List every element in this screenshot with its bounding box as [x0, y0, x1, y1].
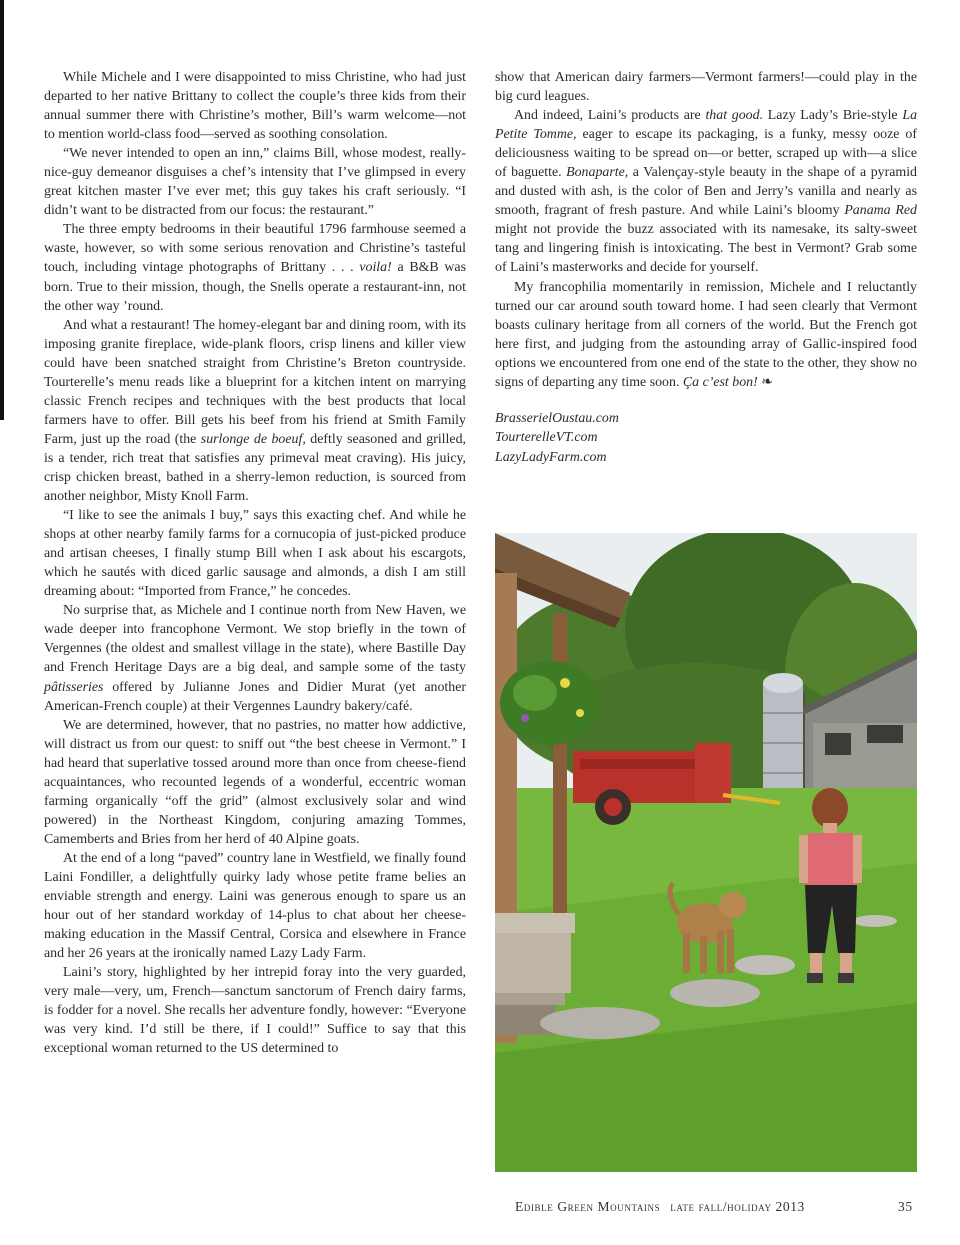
link-lazylady[interactable]: LazyLadyFarm.com — [495, 449, 607, 465]
article-paragraph — [495, 68, 917, 106]
article-column-right — [495, 68, 917, 467]
text-run: show that American dairy farmers—Vermont farmers!—could play in the big curd leagues. — [495, 70, 917, 105]
text-run: Laini’s story, highlighted by her intrepid foray into the very guarded, very male—very, um, French—sanctum sanctorum of French dairy farms, is fodder for a novel. She recalls her adventure fondly, however: “Everyone was very kind. I’d still be there, if I could!” Suffice to say that this exceptional woman returned to the US determined to — [44, 965, 466, 1057]
italic-text: pâtisseries — [44, 679, 104, 695]
text-run: And what a restaurant! The homey-elegant bar and dining room, with its imposing granite fireplace, wide-plank floors, crisp linens and killer view could have been snatched straight from Christine’s Breton countryside. Tourterelle’s menu reads like a blueprint for a kitchen intent on marrying classic French recipes and techniques with the best products that local farmers have to offer. Bill gets his beef from his friend at Smith Family Farm, just up the road (the — [44, 317, 466, 447]
text-run: My francophilia momentarily in remission, Michele and I reluctantly turned our car around south toward home. I had seen clearly that Vermont boasts culinary heritage from all corners of the world. But the French got here first, and judging from the astounding array of Gallic-inspired food options we encountered from one end of the state to the other, they show no signs of departing any time soon. — [495, 279, 917, 390]
article-paragraph — [44, 316, 466, 506]
text-run: ❧ — [757, 374, 773, 390]
article-paragraph — [495, 106, 917, 277]
text-run: a Valençay-style beauty in the shape of a pyramid and dusted with ash, is the color of Ben and Jerry’s vanilla and nearly as smooth, fragrant of fresh pasture. And while Laini’s bloomy — [495, 165, 917, 219]
text-run: a B&B was born. True to their mission, though, the Snells operate a restaurant-inn, not the other way ’round. — [44, 260, 466, 314]
italic-text: that good. — [705, 108, 764, 124]
link-tourterelle[interactable]: TourterelleVT.com — [495, 430, 598, 446]
text-run: And indeed, Laini’s products are — [514, 108, 706, 124]
text-run: The three empty bedrooms in their beautiful 1796 farmhouse seemed a waste, however, so with some serious renovation and Christine’s tasteful touch, including vintage photographs of Brittany . . . — [44, 222, 466, 276]
article-paragraph — [44, 144, 466, 220]
farm-photo — [495, 533, 917, 1172]
italic-text: voila! — [359, 260, 392, 276]
italic-text: Ça c’est bon! — [682, 374, 758, 390]
italic-text: surlonge de boeuf, — [200, 431, 306, 447]
text-run: We are determined, however, that no pastries, no matter how addictive, will distract us from our quest: to sniff out “the best cheese in Vermont.” I had heard that superlative tossed around more than once from cheese-fiend acquaintances, who recounted legends of a wonderful, eccentric woman farming organically “off the grid” (almost exclusively solar and wind powered) in the Northeast Kingdom, conjuring amazing Tommes, Camemberts and Bries from her herd of 40 Alpine goats. — [44, 717, 466, 847]
article-paragraph — [44, 68, 466, 144]
issue-label: late fall/holiday 2013 — [670, 1199, 805, 1214]
link-brasserie[interactable]: BrasserielOustau.com — [495, 410, 619, 426]
page-edge-mark — [0, 0, 4, 420]
article-paragraph — [44, 220, 466, 315]
article-paragraph — [44, 849, 466, 963]
magazine-name: Edible Green Mountains — [515, 1199, 661, 1214]
text-run: Lazy Lady’s Brie-style — [763, 108, 903, 124]
text-run: deftly seasoned and grilled, is a tender, rich treat that satisfies any primeval meat craving). His juicy, crisp chicken breast, bathed in a sherry-lemon reduction, is sourced from another neighbor, Misty Knoll Farm. — [44, 431, 466, 505]
article-paragraph — [44, 963, 466, 1058]
article-paragraph — [495, 278, 917, 392]
italic-text: Panama Red — [844, 203, 917, 219]
text-run: “I like to see the animals I buy,” says this exacting chef. And while he shops at other nearby family farms for a cornucopia of just-picked produce and artisan cheeses, I finally stump Bill when I ask about his escargots, which he sautés with diced garlic sausage and almonds, a dish I am still dreaming about: “Imported from France,” he concedes. — [44, 508, 466, 600]
page-footer — [515, 1199, 913, 1215]
text-run: “We never intended to open an inn,” claims Bill, whose modest, really-nice-guy demeanor disguises a chef’s intensity that I’ve glimpsed in every great kitchen master I’ve ever met; this guy takes his craft seriously. “I didn’t want to be distracted from our focus: the restaurant.” — [44, 146, 466, 219]
italic-text: La Petite Tomme, — [495, 108, 918, 143]
text-run: No surprise that, as Michele and I continue north from New Haven, we wade deeper into francophone Vermont. We stop briefly in the town of Vergennes (the oldest and smallest village in the state), where Bastille Day and French Heritage Days are a big deal, and sample some of the tasty — [44, 603, 466, 676]
article-paragraph — [44, 716, 466, 849]
text-run: offered by Julianne Jones and Didier Murat (yet another American-French couple) at their Vergennes Laundry bakery/café. — [44, 679, 466, 714]
italic-text: Bonaparte, — [566, 165, 629, 181]
text-run: While Michele and I were disappointed to miss Christine, who had just departed to her native Brittany to collect the couple’s three kids from their annual summer there with Christine’s mother, Bill’s warm welcome—not to mention world-class food—served as soothing consolation. — [44, 70, 466, 143]
article-column-left — [44, 68, 466, 1058]
text-run: eager to escape its packaging, is a funky, messy ooze of deliciousness waiting to be spread on—or better, scraped up with—a slice of baguette. — [495, 127, 917, 181]
text-run: might not provide the buzz associated with its namesake, its salty-sweet tang and lingering finish is intoxicating. The best in Vermont? Grab some of Laini’s masterworks and decide for yourself. — [495, 222, 917, 276]
article-paragraph — [44, 601, 466, 715]
text-run: At the end of a long “paved” country lane in Westfield, we finally found Laini Fondiller, a delightfully quirky lady whose petite frame belies an enviable strength and energy. Laini was generous enough to spare us an hour out of her standard workday of 14-plus to chat about her cheese-making education in the Massif Central, Corsica and elsewhere in France and her 26 years at the ironically named Lazy Lady Farm. — [44, 850, 466, 962]
website-links — [495, 409, 917, 468]
page-number: 35 — [898, 1199, 913, 1214]
article-paragraph — [44, 506, 466, 601]
